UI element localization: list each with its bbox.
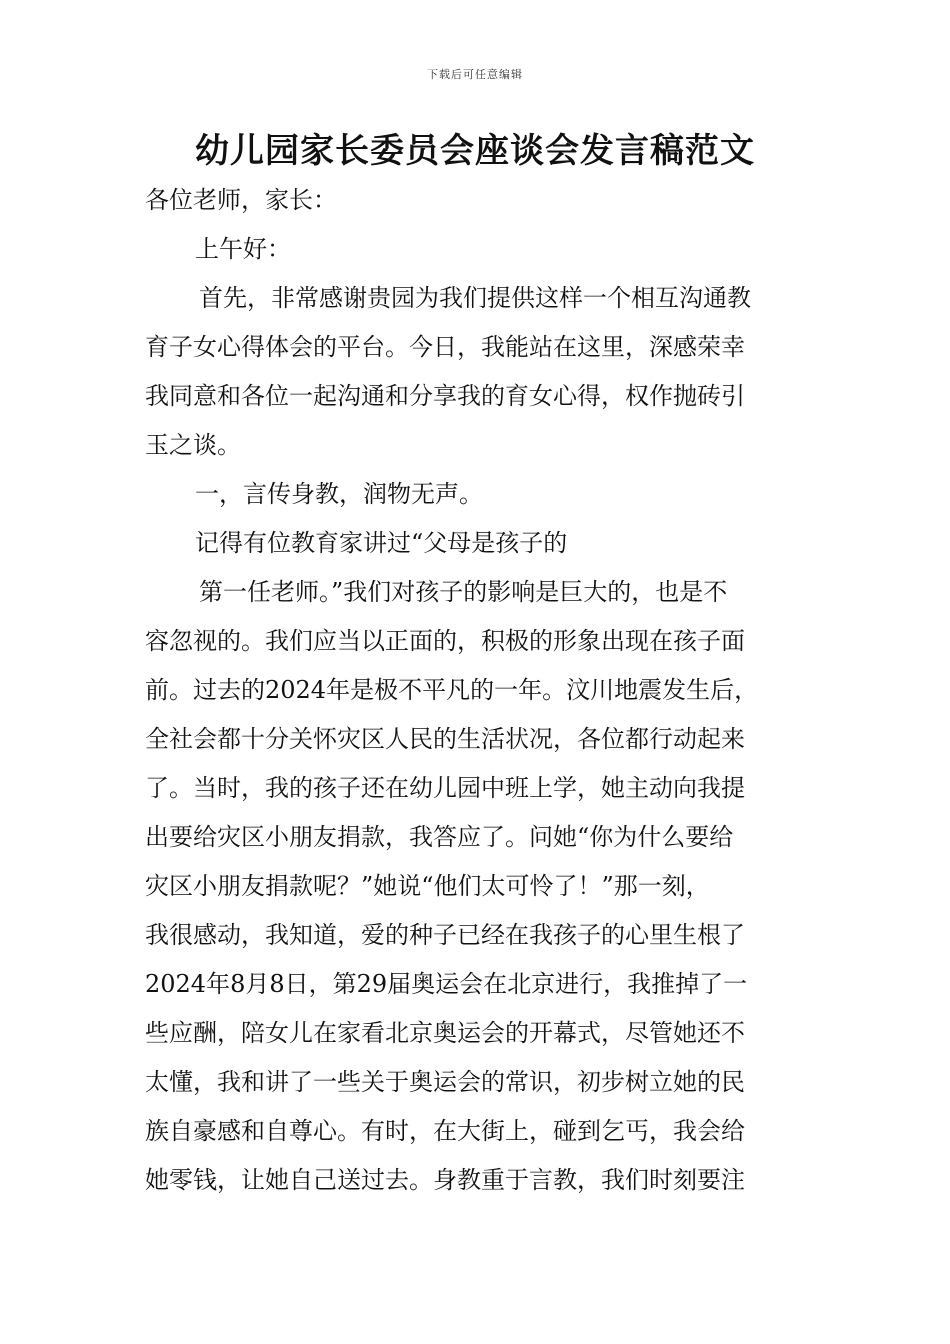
paragraph-line: 灾区小朋友捐款呢？”她说“他们太可怜了！”那一刻， (145, 872, 710, 900)
greeting-line: 上午好： (195, 235, 291, 263)
paragraph-line: 2024年8月8日，第29届奥运会在北京进行，我推掉了一 (145, 970, 748, 998)
paragraph-line: 记得有位教育家讲过“父母是孩子的 (195, 529, 568, 557)
paragraph-line: 她零钱，让她自己送过去。身教重于言教，我们时刻要注 (145, 1166, 745, 1194)
section-heading: 一，言传身教，润物无声。 (195, 480, 483, 508)
paragraph-line: 些应酬，陪女儿在家看北京奥运会的开幕式，尽管她还不 (145, 1019, 745, 1047)
paragraph-line: 太懂，我和讲了一些关于奥运会的常识，初步树立她的民 (145, 1068, 745, 1096)
paragraph-line: 首先，非常感谢贵园为我们提供这样一个相互沟通教 (199, 284, 751, 312)
paragraph-line: 出要给灾区小朋友捐款，我答应了。问她“你为什么要给 (145, 823, 734, 851)
paragraph-line: 族自豪感和自尊心。有时，在大街上，碰到乞丐，我会给 (145, 1117, 745, 1145)
paragraph-line: 我同意和各位一起沟通和分享我的育女心得，权作抛砖引 (145, 382, 745, 410)
paragraph-line: 容忽视的。我们应当以正面的，积极的形象出现在孩子面 (145, 627, 745, 655)
paragraph-line: 了。当时，我的孩子还在幼儿园中班上学，她主动向我提 (145, 774, 745, 802)
document-title: 幼儿园家长委员会座谈会发言稿范文 (195, 131, 755, 171)
paragraph-line: 第一任老师。”我们对孩子的影响是巨大的，也是不 (199, 578, 728, 606)
paragraph-line: 玉之谈。 (145, 431, 241, 459)
paragraph-line: 前。过去的2024年是极不平凡的一年。汶川地震发生后， (145, 676, 759, 704)
paragraph-line: 我很感动，我知道，爱的种子已经在我孩子的心里生根了 (145, 921, 745, 949)
paragraph-line: 全社会都十分关怀灾区人民的生活状况，各位都行动起来 (145, 725, 745, 753)
document-body (145, 176, 810, 1205)
paragraph-line: 育子女心得体会的平台。今日，我能站在这里，深感荣幸 (145, 333, 745, 361)
salutation-line: 各位老师，家长： (145, 186, 337, 214)
header-note: 下载后可任意编辑 (427, 68, 523, 81)
